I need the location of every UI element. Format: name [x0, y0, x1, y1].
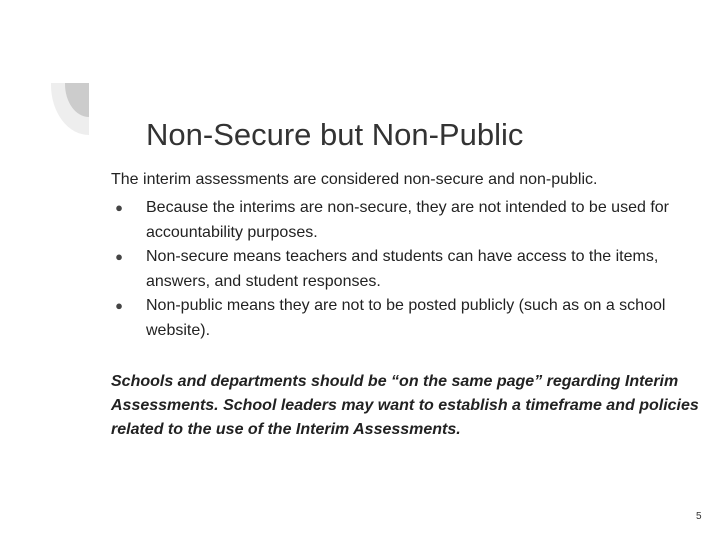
bullet-list [111, 196, 691, 343]
corner-arc-decoration [0, 0, 100, 150]
bullet-text: Non-secure means teachers and students can have access to the items, answers, and student responses. [146, 248, 659, 290]
bullet-text: Non-public means they are not to be posted publicly (such as on a school website). [146, 297, 666, 339]
bullet-icon: ● [115, 200, 123, 215]
list-item [111, 196, 691, 245]
slide-title: Non-Secure but Non-Public [146, 117, 524, 152]
list-item [111, 245, 691, 294]
emphasis-note: Schools and departments should be “on the same page” regarding Interim Assessments. School leaders may want to establish a timeframe and policies related to the use of the Interim Assessments. [111, 373, 699, 438]
bullet-text: Because the interims are non-secure, they are not intended to be used for accountability purposes. [146, 199, 669, 241]
page-number: 5 [696, 511, 702, 522]
list-item [111, 294, 691, 343]
bullet-icon: ● [115, 298, 123, 313]
intro-text: The interim assessments are considered non-secure and non-public. [111, 171, 598, 188]
bullet-icon: ● [115, 249, 123, 264]
